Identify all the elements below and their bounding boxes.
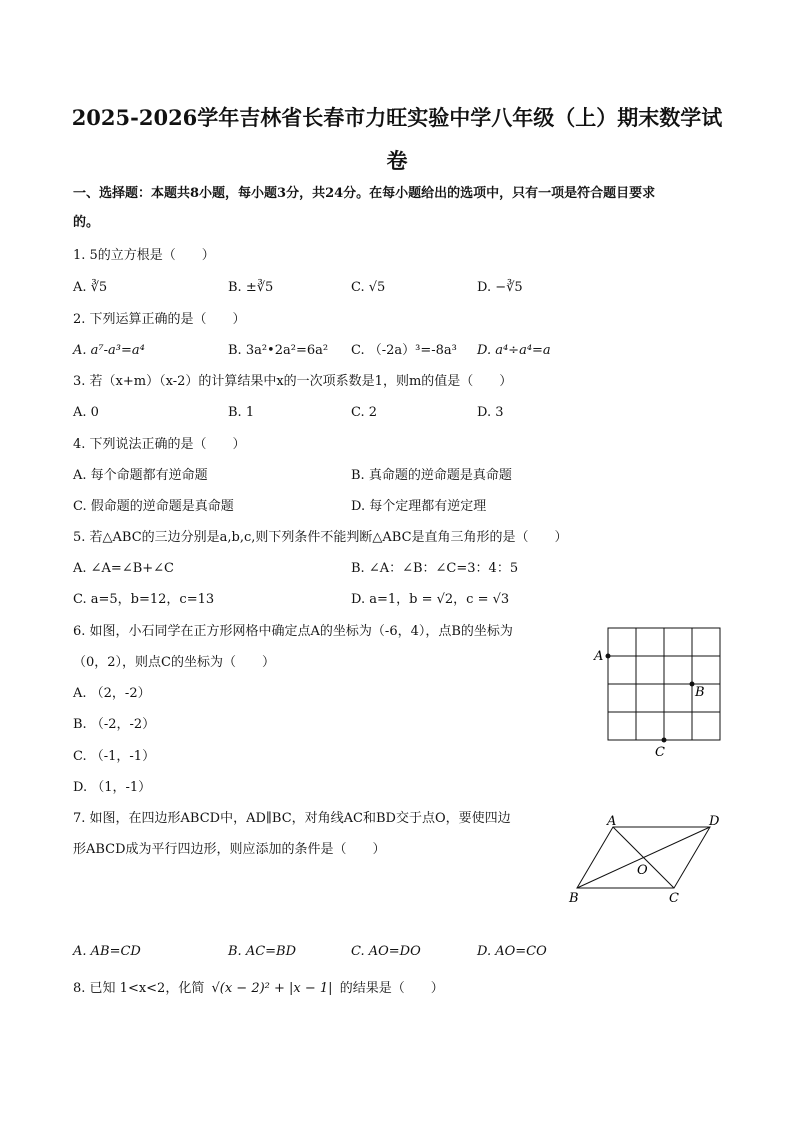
q5-option-b: B. ∠A：∠B：∠C=3：4：5 <box>351 561 519 576</box>
q1-option-b: B. ±∛5 <box>228 280 274 295</box>
section-header-line1: 一、选择题：本题共8小题，每小题3分，共24分。在每小题给出的选项中，只有一项是符合题目要求 <box>73 186 656 201</box>
q5-option-c: C. a=5，b=12，c=13 <box>73 592 215 607</box>
q7-figure-lines <box>577 827 710 888</box>
q6-option-d: D. （1，-1） <box>73 780 152 795</box>
q5-option-d: D. a=1，b = √2，c = √3 <box>351 592 510 607</box>
q6-grid-lines <box>608 628 720 740</box>
q7-option-c: C. AO=DO <box>351 944 421 959</box>
q8-stem <box>73 981 444 997</box>
q2-stem: 2. 下列运算正确的是（ ） <box>73 312 246 327</box>
q7-option-b: B. AC=BD <box>228 944 297 959</box>
q7-option-a: A. AB=CD <box>73 944 141 959</box>
q6-point-a <box>606 654 611 659</box>
q6-label-c: C <box>655 745 665 760</box>
q4-option-d: D. 每个定理都有逆定理 <box>351 499 487 514</box>
exam-title-line2: 卷 <box>386 148 408 173</box>
q3-option-d: D. 3 <box>477 405 504 420</box>
q6-label-b: B <box>695 685 705 700</box>
q7-label-o: O <box>637 863 648 878</box>
q6-grid-figure <box>588 620 728 760</box>
q7-label-d: D <box>709 814 720 829</box>
q7-option-d: D. AO=CO <box>477 944 547 959</box>
q4-option-c: C. 假命题的逆命题是真命题 <box>73 499 234 514</box>
q6-point-b <box>690 682 695 687</box>
q2-option-a: A. a⁷-a³=a⁴ <box>73 343 145 358</box>
q6-option-c: C. （-1，-1） <box>73 749 156 764</box>
q7-quadrilateral-figure <box>560 808 730 908</box>
q7-label-b: B <box>569 891 579 906</box>
q2-option-c: C. （-2a）³=-8a³ <box>351 343 457 358</box>
q1-stem: 1. 5的立方根是（ ） <box>73 248 215 263</box>
section-header-line2: 的。 <box>73 215 100 230</box>
q7-stem-line1: 7. 如图，在四边形ABCD中，AD∥BC，对角线AC和BD交于点O，要使四边 <box>73 811 511 826</box>
q7-label-c: C <box>669 891 679 906</box>
q8-stem-prefix: 8. 已知 1<x<2，化简 <box>73 981 205 996</box>
q3-stem: 3. 若（x+m）（x-2）的计算结果中x的一次项系数是1，则m的值是（ ） <box>73 374 513 389</box>
q5-stem: 5. 若△ABC的三边分别是a,b,c,则下列条件不能判断△ABC是直角三角形的是（ ） <box>73 530 568 545</box>
q6-option-b: B. （-2，-2） <box>73 717 156 732</box>
q7-stem-line2: 形ABCD成为平行四边形，则应添加的条件是（ ） <box>73 842 386 857</box>
q6-point-c <box>662 738 667 743</box>
q4-option-b: B. 真命题的逆命题是真命题 <box>351 468 512 483</box>
q4-option-a: A. 每个命题都有逆命题 <box>73 468 208 483</box>
q2-option-d: D. a⁴÷a⁴=a <box>477 343 551 358</box>
q2-option-b: B. 3a²•2a²=6a² <box>228 343 329 358</box>
q1-option-d: D. −∛5 <box>477 280 523 295</box>
q6-option-a: A. （2，-2） <box>73 686 151 701</box>
q7-label-a: A <box>607 814 617 829</box>
q8-stem-suffix: 的结果是（ ） <box>339 981 444 996</box>
q1-option-c: C. √5 <box>351 280 386 295</box>
q4-stem: 4. 下列说法正确的是（ ） <box>73 437 246 452</box>
q5-option-a: A. ∠A=∠B+∠C <box>73 561 175 576</box>
q3-option-a: A. 0 <box>73 405 99 420</box>
q8-expression: √(x − 2)² + |x − 1| <box>211 981 333 996</box>
q6-stem-line1: 6. 如图，小石同学在正方形网格中确定点A的坐标为（-6，4），点B的坐标为 <box>73 624 513 639</box>
q6-label-a: A <box>594 649 604 664</box>
q3-option-b: B. 1 <box>228 405 255 420</box>
q3-option-c: C. 2 <box>351 405 378 420</box>
q6-stem-line2: （0，2），则点C的坐标为（ ） <box>73 655 275 670</box>
q1-option-a: A. ∛5 <box>73 280 108 295</box>
exam-title-line1: 2025-2026学年吉林省长春市力旺实验中学八年级（上）期末数学试 <box>71 105 723 130</box>
